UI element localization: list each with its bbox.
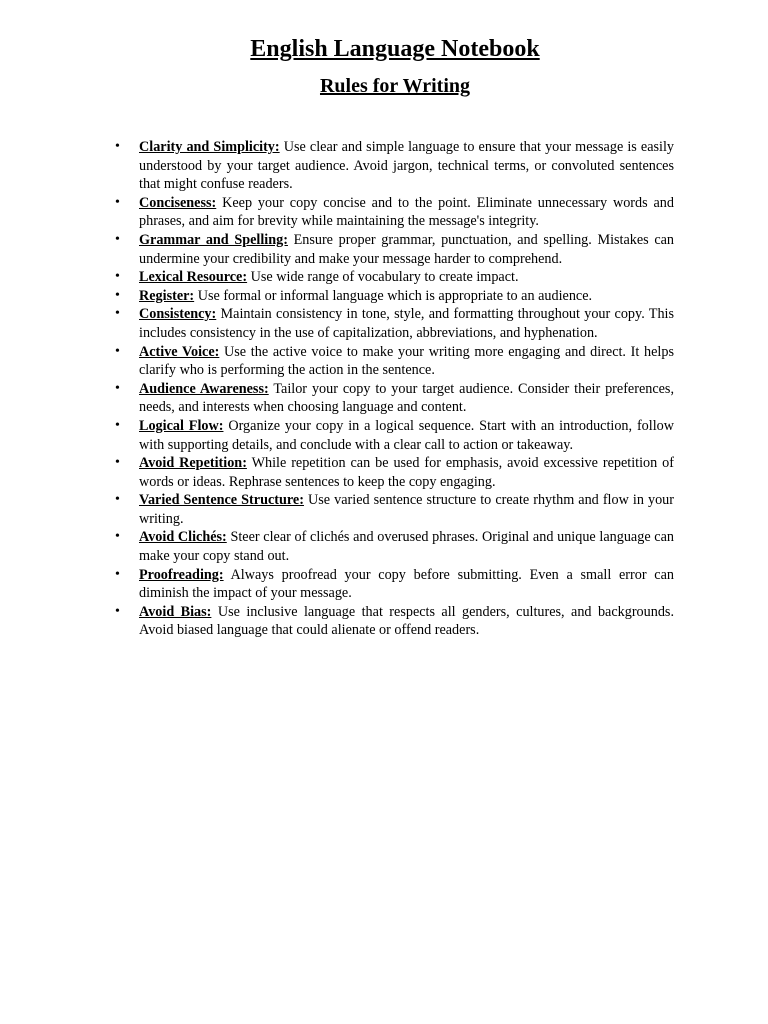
- rule-term: Audience Awareness:: [139, 380, 269, 397]
- bullet-icon: •: [115, 194, 120, 210]
- rule-item: [115, 603, 674, 640]
- rule-description: Tailor your copy to your target audience. Consider their preferences, needs, and interests when choosing language and content.: [139, 380, 674, 416]
- rule-term: Lexical Resource:: [139, 269, 248, 286]
- rule-item: [115, 305, 674, 342]
- rule-item: [115, 528, 674, 565]
- rule-term: Varied Sentence Structure:: [139, 492, 304, 509]
- rule-term: Avoid Clichés:: [139, 529, 227, 546]
- rule-description: Use formal or informal language which is appropriate to an audience.: [194, 287, 593, 304]
- rule-term: Consistency:: [139, 306, 217, 323]
- rule-term: Avoid Repetition:: [139, 455, 247, 472]
- rule-term: Avoid Bias:: [139, 603, 212, 620]
- bullet-icon: •: [115, 455, 120, 471]
- rule-item: [115, 417, 674, 454]
- rule-item: [115, 454, 674, 491]
- rule-term: Active Voice:: [139, 343, 220, 360]
- rule-description: Maintain consistency in tone, style, and formatting throughout your copy. This includes consistency in the use of capitalization, abbreviations, and hyphenation.: [139, 306, 674, 341]
- rule-description: Use inclusive language that respects all genders, cultures, and backgrounds. Avoid biased language that could alienate or offend readers.: [139, 603, 674, 639]
- rule-description: Use clear and simple language to ensure that your message is easily understood by your target audience. Avoid jargon, technical terms, or convoluted sentences that might confuse readers.: [139, 139, 675, 193]
- rule-description: Use the active voice to make your writing more engaging and direct. It helps clarify who is performing the action in the sentence.: [139, 343, 674, 379]
- rule-item: [115, 380, 674, 417]
- rule-term: Clarity and Simplicity:: [139, 139, 280, 155]
- rule-term: Grammar and Spelling:: [139, 231, 288, 248]
- bullet-icon: •: [115, 417, 120, 433]
- rule-item: [115, 268, 674, 287]
- rule-description: Use wide range of vocabulary to create impact.: [247, 269, 519, 286]
- rule-description: Ensure proper grammar, punctuation, and spelling. Mistakes can undermine your credibility and make your message harder to comprehend.: [139, 231, 675, 267]
- rule-item: [115, 287, 674, 306]
- rule-term: Register:: [139, 287, 195, 304]
- bullet-icon: •: [115, 139, 120, 154]
- rule-description: Always proofread your copy before submitting. Even a small error can diminish the impact of your message.: [139, 566, 674, 602]
- page-subtitle: Rules for Writing: [319, 75, 470, 97]
- rule-description: Organize your copy in a logical sequence. Start with an introduction, follow with supporting details, and conclude with a clear call to action or takeaway.: [139, 417, 674, 453]
- rule-item: [115, 138, 675, 194]
- rule-description: Keep your copy concise and to the point. Eliminate unnecessary words and phrases, and aim for brevity while maintaining the message's integrity.: [139, 194, 674, 230]
- rule-term: Logical Flow:: [139, 417, 224, 434]
- bullet-icon: •: [115, 603, 120, 619]
- rule-description: Steer clear of clichés and overused phrases. Original and unique language can make your copy stand out.: [139, 529, 674, 565]
- rule-item: [115, 343, 674, 380]
- bullet-icon: •: [115, 566, 120, 582]
- bullet-icon: •: [115, 287, 120, 303]
- rules-list: [115, 138, 675, 640]
- rule-term: Conciseness:: [139, 194, 217, 211]
- rule-description: While repetition can be used for emphasis, avoid excessive repetition of words or ideas. Rephrase sentences to keep the copy engaging.: [139, 455, 674, 490]
- rule-item: [115, 231, 675, 268]
- bullet-icon: •: [115, 269, 120, 285]
- rule-item: [115, 491, 674, 528]
- bullet-icon: •: [115, 492, 120, 508]
- page-title: English Language Notebook: [250, 36, 540, 62]
- bullet-icon: •: [115, 380, 120, 396]
- rule-item: [115, 194, 674, 231]
- bullet-icon: •: [115, 231, 120, 247]
- rule-item: [115, 566, 674, 603]
- bullet-icon: •: [115, 343, 120, 359]
- rule-description: Use varied sentence structure to create rhythm and flow in your writing.: [139, 492, 674, 527]
- rule-term: Proofreading:: [139, 566, 224, 583]
- bullet-icon: •: [115, 529, 120, 545]
- bullet-icon: •: [115, 306, 120, 322]
